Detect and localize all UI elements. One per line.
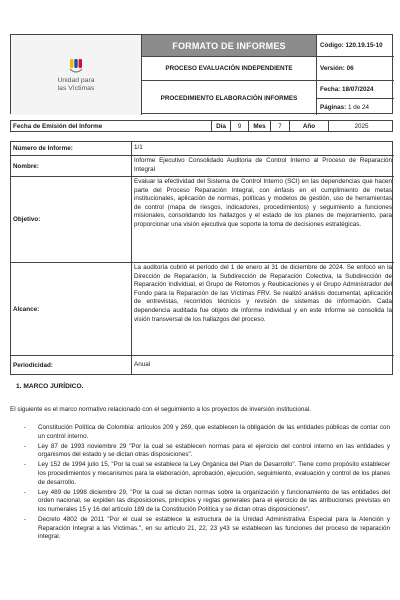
pages-label: Páginas: [320, 103, 347, 111]
pages-value: 1 de 24 [348, 103, 370, 111]
bullet-dash: - [24, 488, 27, 496]
logo-line-1: Unidad para [57, 77, 95, 84]
report-number: 1/1 [132, 142, 394, 156]
list-item [24, 489, 390, 515]
bullet-dash: - [24, 424, 27, 431]
scope-label: Alcance: [11, 263, 132, 356]
report-name-label: Nombre: [11, 156, 132, 177]
page-count [317, 99, 394, 115]
month-label: Mes [249, 121, 271, 131]
process-name: PROCESO EVALUACIÓN INDEPENDIENTE [142, 57, 317, 81]
bullet-dash: - [24, 442, 27, 450]
day-value: 9 [231, 121, 249, 131]
list-item [24, 443, 390, 460]
logo [11, 35, 142, 115]
emission-label: Fecha de Emisión del Informe [11, 121, 212, 131]
scope-text: La auditoría cubrió el período del 1 de enero al 31 de diciembre de 2024. Se enfocó en la Dirección de Reparación, la Subdirección de Reparación Colectiva, la Subdirección de Reparación Individual, el Grupo de Retornos y Reubicaciones y el Grupo Administrador del Fondo para la Reparación de las Víctimas FRV. Se realizó análisis documental, aplicación de entrevistas, recorridos técnicos y revisión de sistemas de información. Cada dependencia auditada fue objeto de informe individual y en este informe se consolida la visión transversal de los hallazgos del proceso. [132, 263, 394, 356]
document-code: Código: 120.19.15-10 [317, 35, 394, 57]
list-item-text: Ley 87 de 1993 noviembre 29 "Por la cual se establecen normas para el ejercicio del control interno en las entidades y organismos del estado y se dictan otras disposiciones". [38, 442, 390, 459]
list-item-text: Decreto 4802 de 2011 "Por el cual se establece la estructura de la Unidad Administrativa Especial para la Atención y Reparación Integral a las Víctimas.", en su artículo 21, 22, 23 y43 se establecen las funciones del proceso de reparación integral. [38, 515, 390, 541]
section-intro: El siguiente es el marco normativo relacionado con el seguimiento a los proyectos de inversión institucional. [10, 406, 312, 413]
objective-label: Objetivo: [11, 177, 132, 263]
document-version: Versión: 06 [317, 57, 394, 81]
report-name: Informe Ejecutivo Consolidado Auditoria de Control Interno al Proceso de Reparación Integral [132, 156, 394, 177]
periodicity-label: Periodicidad: [11, 356, 132, 374]
objective-text: Evaluar la efectividad del Sistema de Control Interno (SCI) en las dependencias que hacen parte del Proceso Reparación Integral, con énfasis en el cumplimiento de metas institucionales, aplicación de normas, políticas y modelos de gestión, uso de herramientas de control (mapa de riesgos, indicadores, procedimientos) y seguimiento a funciones misionales, consolidando los hallazgos y el estado de los planes de mejoramiento, para proporcionar una visión ejecutiva que soporte la toma de decisiones estratégicas. [132, 177, 394, 263]
bullet-dash: - [24, 515, 27, 523]
report-number-label: Número de Informe: [11, 142, 132, 156]
document-header [10, 34, 393, 114]
logo-line-2: las Víctimas [57, 84, 95, 92]
logo-text [57, 77, 94, 92]
year-value: 2025 [354, 122, 369, 130]
bullet-dash: - [24, 461, 27, 469]
section-heading: 1. MARCO JURÍDICO. [16, 383, 84, 390]
list-item [24, 424, 390, 441]
list-item-text: Ley 489 de 1998 diciembre 29, "Por la cual se dictan normas sobre la organización y funcionamiento de las entidades del orden nacional, se expiden las disposiciones, principios y reglas generales para el ejercicio de las atribuciones previstas en los numerales 15 y 16 del artículo 189 de la Constitución Política y se dictan otras disposiciones". [38, 488, 390, 513]
month-value: 7 [271, 121, 290, 131]
procedure-name: PROCEDIMIENTO ELABORACIÓN INFORMES [142, 81, 317, 115]
year-label: Año [290, 121, 329, 131]
day-label: Día [212, 121, 231, 131]
victims-unit-logo-icon [69, 58, 83, 75]
list-item [24, 516, 390, 542]
list-item [24, 461, 390, 487]
report-info-table [10, 141, 393, 375]
format-title: FORMATO DE INFORMES [142, 35, 317, 57]
list-item-text: Constitución Política de Colombia: artículos 209 y 269, que establecen la obligación de las entidades públicas de contar con un control interno. [38, 424, 390, 440]
list-item-text: Ley 152 de 1994 julio 15, "Por la cual se establece la Ley Orgánica del Plan de Desarrollo". Tiene como propósito establecer los procedimientos y mecanismos para la elaboración, aprobación, ejecución, seguimiento, evaluación y control de los planes de desarrollo. [38, 461, 390, 486]
emission-date-row [10, 120, 393, 132]
legal-framework-list [24, 424, 390, 543]
periodicity-value: Anual [134, 360, 151, 368]
document-date: Fecha: 18/07/2024 [317, 81, 394, 99]
